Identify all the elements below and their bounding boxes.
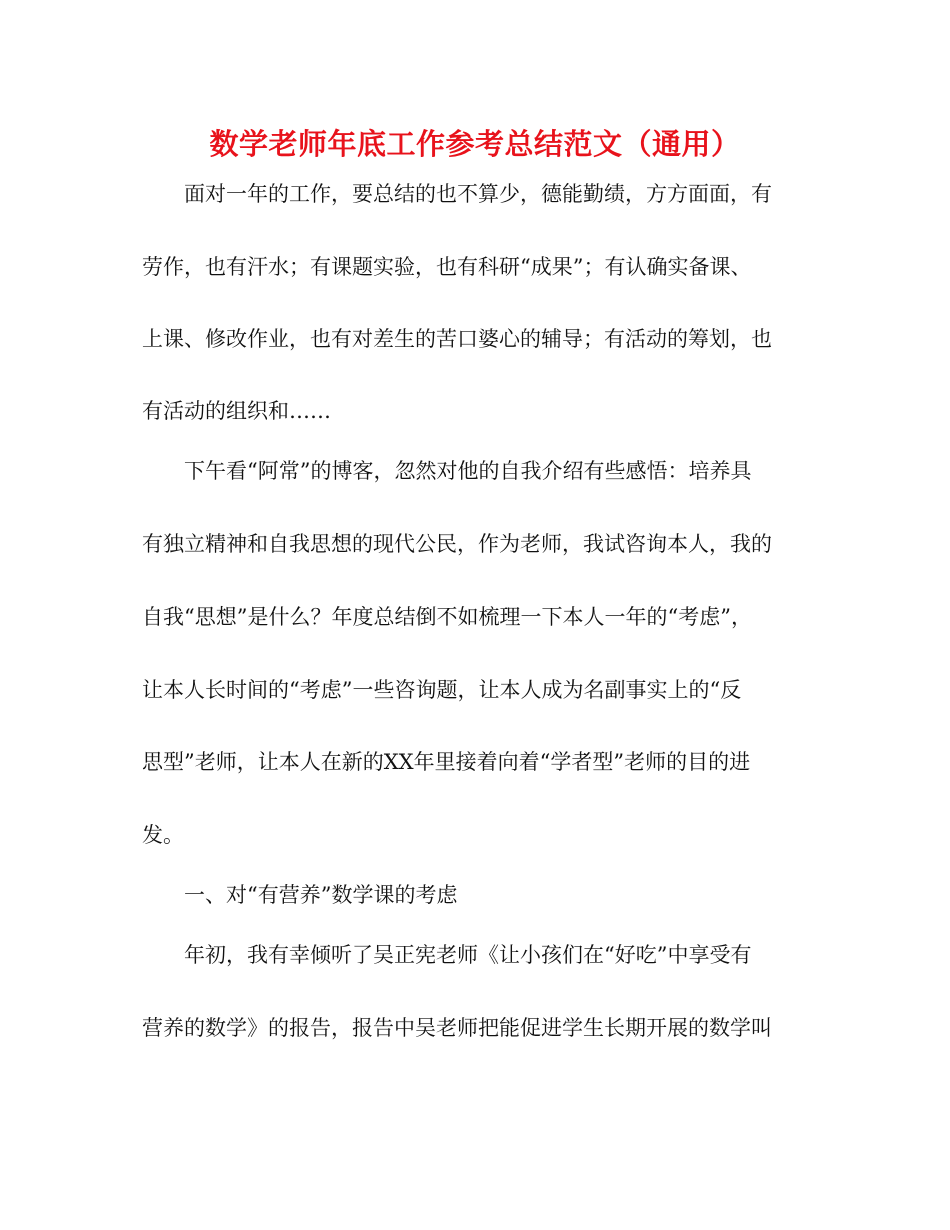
paragraph-line: 年初，我有幸倾听了吴正宪老师《让小孩们在“好吃”中享受有: [184, 943, 752, 967]
document-title: 数学老师年底工作参考总结范文（通用）: [209, 127, 741, 161]
paragraph-line: 上课、修改作业，也有对差生的苦口婆心的辅导；有活动的筹划，也: [142, 327, 772, 351]
paragraph-line: 面对一年的工作，要总结的也不算少，德能勤绩，方方面面，有: [184, 182, 772, 206]
paragraph-line: 发。: [142, 823, 184, 847]
paragraph-line: 思型”老师，让本人在新的XX年里接着向着“学者型”老师的目的进: [142, 750, 751, 774]
paragraph-line: 让本人长时间的“考虑”一些咨询题，让本人成为名副事实上的“反: [142, 678, 742, 702]
paragraph-line: 劳作，也有汗水；有课题实验，也有科研“成果”；有认确实备课、: [142, 255, 752, 279]
paragraph-line: 营养的数学》的报告，报告中吴老师把能促进学生长期开展的数学叫: [142, 1016, 772, 1040]
section-heading: 一、对“有营养”数学课的考虑: [184, 883, 458, 907]
paragraph-line: 有独立精神和自我思想的现代公民，作为老师，我试咨询本人，我的: [142, 532, 772, 556]
paragraph-line: 有活动的组织和……: [142, 399, 331, 423]
paragraph-line: 自我“思想”是什么？年度总结倒不如梳理一下本人一年的“考虑”，: [142, 605, 752, 629]
paragraph-line: 下午看“阿常”的博客，忽然对他的自我介绍有些感悟：培养具: [184, 459, 752, 483]
